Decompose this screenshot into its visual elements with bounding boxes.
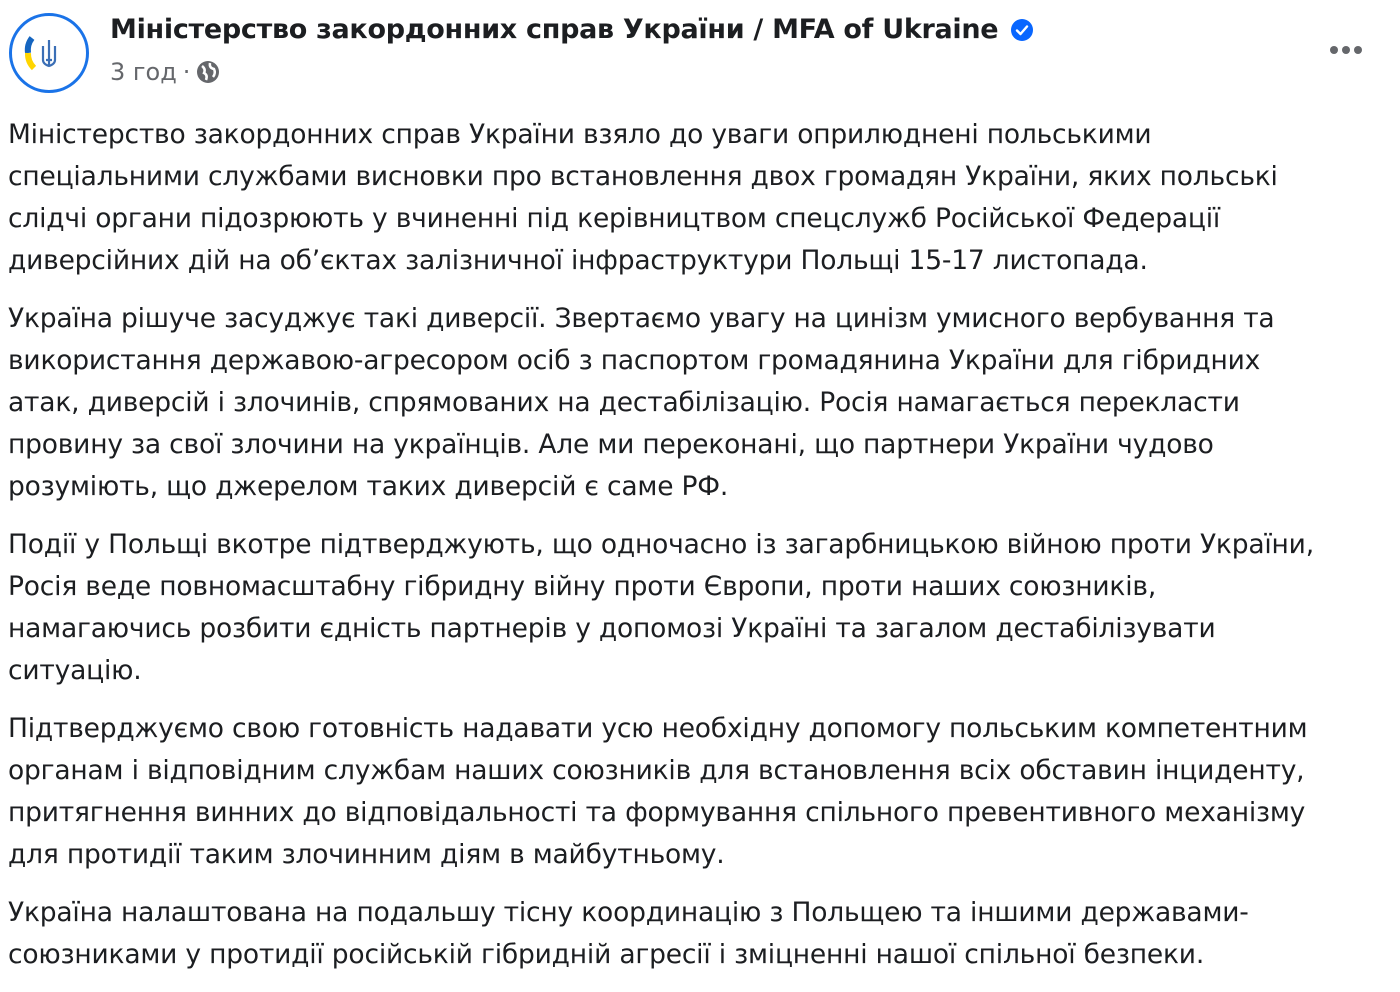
paragraph-line: атак, диверсій і злочинів, спрямованих на дестабілізацію. Росія намагається перекласти — [8, 387, 1240, 418]
separator: · — [182, 58, 191, 86]
paragraph-line: розуміють, що джерелом таких диверсій є саме РФ. — [8, 471, 729, 502]
post-paragraph — [8, 708, 1400, 876]
paragraph-line: притягнення винних до відповідальності та формування спільного превентивного механізму — [8, 797, 1306, 828]
more-options-icon[interactable] — [1330, 40, 1370, 60]
paragraph-line: використання державою-агресором осіб з паспортом громадянина України для гібридних — [8, 345, 1261, 376]
paragraph-line: Події у Польщі вкотре підтверджують, що одночасно із загарбницькою війною проти України, — [8, 529, 1314, 560]
paragraph-line: спеціальними службами висновки про встановлення двох громадян України, яких польські — [8, 161, 1278, 192]
post-paragraph — [8, 114, 1400, 282]
paragraph-line: намагаючись розбити єдність партнерів у допомозі Україні та загалом дестабілізувати — [8, 613, 1216, 644]
paragraph-line: слідчі органи підозрюють у вчиненні під керівництвом спецслужб Російської Федерації — [8, 203, 1221, 234]
paragraph-line: Росія веде повномасштабну гібридну війну проти Європи, проти наших союзників, — [8, 571, 1157, 602]
post-text — [8, 114, 1400, 992]
post-paragraph — [8, 298, 1400, 508]
page-name-link[interactable]: Міністерство закордонних справ України / MFA of Ukraine — [110, 14, 999, 45]
coat-of-arms-icon — [12, 16, 86, 90]
post-paragraph — [8, 892, 1400, 976]
paragraph-line: провину за свої злочини на українців. Але ми переконані, що партнери України чудово — [8, 429, 1214, 460]
paragraph-line: для протидії таким злочинним діям в майбутньому. — [8, 839, 725, 870]
post-paragraph — [8, 524, 1400, 692]
paragraph-line: ситуацію. — [8, 655, 142, 686]
paragraph-line: Міністерство закордонних справ України взяло до уваги оприлюднені польськими — [8, 119, 1152, 150]
paragraph-line: Україна рішуче засуджує такі диверсії. Звертаємо увагу на цинізм умисного вербування та — [8, 303, 1275, 334]
paragraph-line: союзниками у протидії російській гібридній агресії і зміцненні нашої спільної безпеки. — [8, 939, 1205, 970]
verified-badge-icon — [1010, 18, 1034, 42]
paragraph-line: Підтверджуємо свою готовність надавати усю необхідну допомогу польським компетентним — [8, 713, 1308, 744]
page-avatar[interactable] — [9, 13, 89, 93]
post-timestamp[interactable]: 3 год — [110, 58, 177, 86]
paragraph-line: диверсійних дій на об’єктах залізничної інфраструктури Польщі 15-17 листопада. — [8, 245, 1148, 276]
paragraph-line: Україна налаштована на подальшу тісну координацію з Польщею та іншими державами- — [8, 897, 1249, 928]
paragraph-line: органам і відповідним службам наших союзників для встановлення всіх обставин інциденту, — [8, 755, 1305, 786]
globe-icon[interactable] — [196, 60, 220, 84]
